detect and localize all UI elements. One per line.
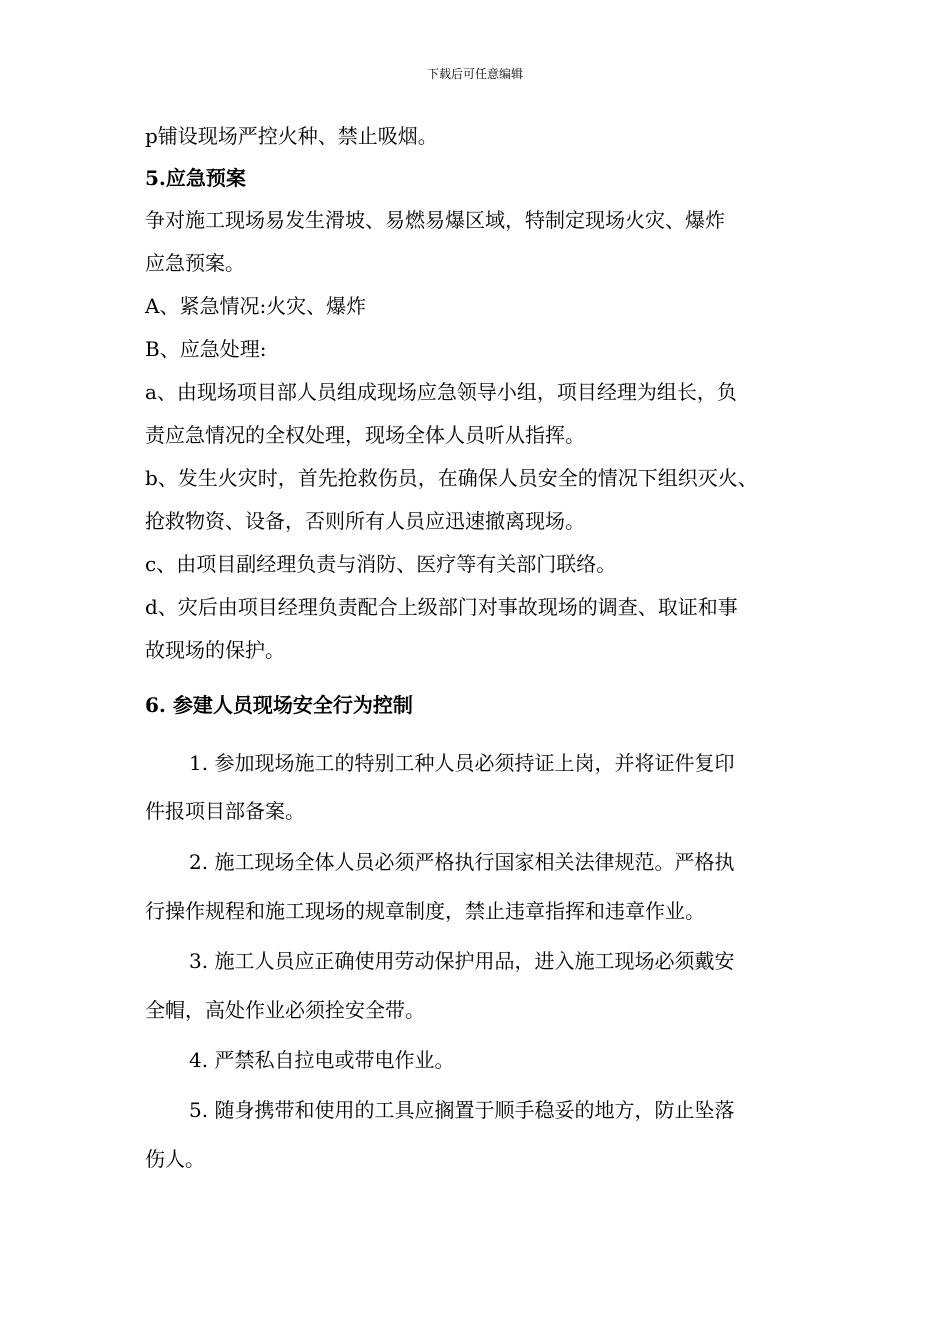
section-heading: 5.应急预案 (145, 166, 246, 190)
paragraph-line: 伤人。 (145, 1147, 205, 1171)
paragraph-line: B、应急处理: (145, 337, 267, 361)
paragraph-line: 责应急情况的全权处理，现场全体人员听从指挥。 (145, 423, 585, 447)
paragraph-line: A、紧急情况:火灾、爆炸 (145, 294, 367, 318)
section-heading: 6. 参建人员现场安全行为控制 (145, 693, 413, 717)
paragraph-line: 3. 施工人员应正确使用劳动保护用品，进入施工现场必须戴安 (189, 949, 735, 973)
paragraph-line: 2. 施工现场全体人员必须严格执行国家相关法律规范。严格执 (189, 850, 735, 874)
paragraph-line: 行操作规程和施工现场的规章制度，禁止违章指挥和违章作业。 (145, 899, 705, 923)
paragraph-line: 5. 随身携带和使用的工具应搁置于顺手稳妥的地方，防止坠落 (189, 1098, 735, 1122)
paragraph-line: 应急预案。 (145, 251, 245, 275)
paragraph-line: 争对施工现场易发生滑坡、易燃易爆区域，特制定现场火灾、爆炸 (145, 208, 725, 232)
paragraph-line: 1. 参加现场施工的特别工种人员必须持证上岗，并将证件复印 (189, 751, 735, 775)
page-header: 下载后可任意编辑 (426, 67, 523, 81)
paragraph-line: 故现场的保护。 (145, 638, 285, 662)
paragraph-line: a、由现场项目部人员组成现场应急领导小组，项目经理为组长，负 (145, 380, 737, 404)
paragraph-line: b、发生火灾时，首先抢救伤员，在确保人员安全的情况下组织灭火、 (145, 466, 758, 490)
paragraph-line: 件报项目部备案。 (145, 799, 305, 823)
paragraph-line: p铺设现场严控火种、禁止吸烟。 (145, 124, 438, 148)
paragraph-line: 抢救物资、设备，否则所有人员应迅速撤离现场。 (145, 509, 585, 533)
paragraph-line: d、灾后由项目经理负责配合上级部门对事故现场的调查、取证和事 (145, 595, 738, 619)
paragraph-line: c、由项目副经理负责与消防、医疗等有关部门联络。 (145, 552, 617, 576)
paragraph-line: 4. 严禁私自拉电或带电作业。 (189, 1048, 455, 1072)
paragraph-line: 全帽，高处作业必须拴安全带。 (145, 998, 425, 1022)
